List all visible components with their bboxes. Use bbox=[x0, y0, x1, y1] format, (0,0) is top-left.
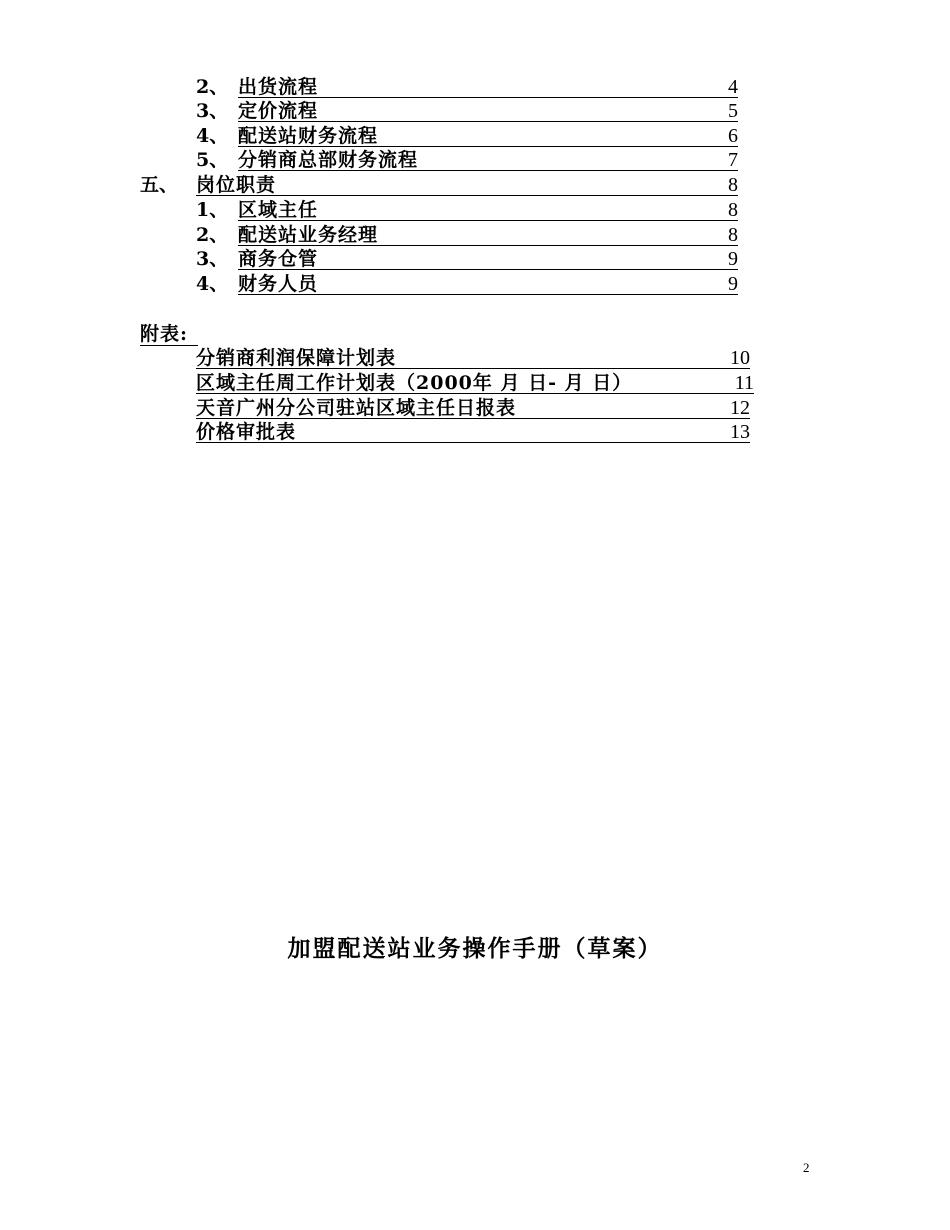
toc-entry-number: 4、 bbox=[196, 273, 229, 295]
toc-entry-number: 2、 bbox=[196, 76, 229, 98]
appendix-item-profit-guarantee bbox=[196, 347, 756, 371]
toc-entry-page: 4 bbox=[728, 76, 738, 98]
appendix-item-page: 11 bbox=[734, 372, 754, 394]
appendix-item-title[interactable]: 区域主任周工作计划表（2000年 月 日- 月 日） bbox=[196, 372, 633, 394]
appendix-leader-line bbox=[196, 368, 750, 369]
toc-entry-page: 8 bbox=[728, 224, 738, 246]
toc-entry-number: 2、 bbox=[196, 224, 229, 246]
toc-entry-hq-finance-process bbox=[0, 149, 950, 173]
toc-entry-number: 4、 bbox=[196, 125, 229, 147]
toc-entry-number: 1、 bbox=[196, 199, 229, 221]
toc-entry-regional-director bbox=[0, 199, 950, 223]
toc-entry-page: 8 bbox=[728, 199, 738, 221]
appendix-item-daily-report bbox=[196, 397, 756, 421]
toc-entry-shipping-process bbox=[0, 76, 950, 100]
toc-entry-page: 7 bbox=[728, 149, 738, 171]
toc-leader-line bbox=[238, 170, 738, 171]
toc-entry-commercial-warehouse bbox=[0, 248, 950, 272]
toc-entry-number: 3、 bbox=[196, 100, 229, 122]
appendix-item-title[interactable]: 天音广州分公司驻站区域主任日报表 bbox=[196, 397, 517, 419]
toc-section-page: 8 bbox=[728, 174, 738, 196]
toc-leader-line bbox=[238, 269, 738, 270]
toc-leader-line bbox=[238, 97, 738, 98]
toc-leader-line bbox=[238, 294, 738, 295]
toc-section-title[interactable]: 岗位职责 bbox=[196, 174, 277, 196]
toc-entry-number: 5、 bbox=[196, 149, 229, 171]
toc-leader-line bbox=[238, 146, 738, 147]
toc-leader-line bbox=[196, 195, 738, 196]
toc-entry-title[interactable]: 出货流程 bbox=[238, 76, 319, 98]
toc-entry-title[interactable]: 财务人员 bbox=[238, 273, 319, 295]
toc-entry-page: 9 bbox=[728, 273, 738, 295]
toc-entry-title[interactable]: 商务仓管 bbox=[238, 248, 319, 270]
toc-section-number: 五、 bbox=[140, 174, 179, 196]
page-number: 2 bbox=[803, 1160, 810, 1175]
toc-entry-page: 6 bbox=[728, 125, 738, 147]
toc-leader-line bbox=[238, 245, 738, 246]
toc-entry-title[interactable]: 配送站财务流程 bbox=[238, 125, 379, 147]
appendix-item-title[interactable]: 分销商利润保障计划表 bbox=[196, 347, 397, 369]
toc-entry-title[interactable]: 分销商总部财务流程 bbox=[238, 149, 419, 171]
toc-entry-page: 9 bbox=[728, 248, 738, 270]
toc-entry-title[interactable]: 区域主任 bbox=[238, 199, 319, 221]
document-title: 加盟配送站业务操作手册（草案） bbox=[287, 936, 663, 962]
toc-section-job-duties bbox=[0, 174, 950, 198]
appendix-item-page: 12 bbox=[730, 397, 750, 419]
appendix-item-title[interactable]: 价格审批表 bbox=[196, 421, 297, 443]
toc-leader-line bbox=[238, 220, 738, 221]
toc-entry-station-business-manager bbox=[0, 224, 950, 248]
appendix-leader-line bbox=[196, 418, 750, 419]
appendix-leader-line bbox=[196, 393, 754, 394]
toc-entry-finance-staff bbox=[0, 273, 950, 297]
appendix-item-page: 13 bbox=[730, 421, 750, 443]
toc-entry-pricing-process bbox=[0, 100, 950, 124]
toc-entry-station-finance-process bbox=[0, 125, 950, 149]
toc-entry-title[interactable]: 配送站业务经理 bbox=[238, 224, 379, 246]
appendix-item-weekly-plan bbox=[196, 372, 756, 396]
toc-entry-number: 3、 bbox=[196, 248, 229, 270]
toc-entry-page: 5 bbox=[728, 100, 738, 122]
appendix-leader-line bbox=[196, 442, 750, 443]
appendix-heading: 附表: bbox=[140, 323, 198, 346]
toc-leader-line bbox=[238, 121, 738, 122]
toc-entry-title[interactable]: 定价流程 bbox=[238, 100, 319, 122]
appendix-item-page: 10 bbox=[730, 347, 750, 369]
appendix-item-price-approval bbox=[196, 421, 756, 445]
